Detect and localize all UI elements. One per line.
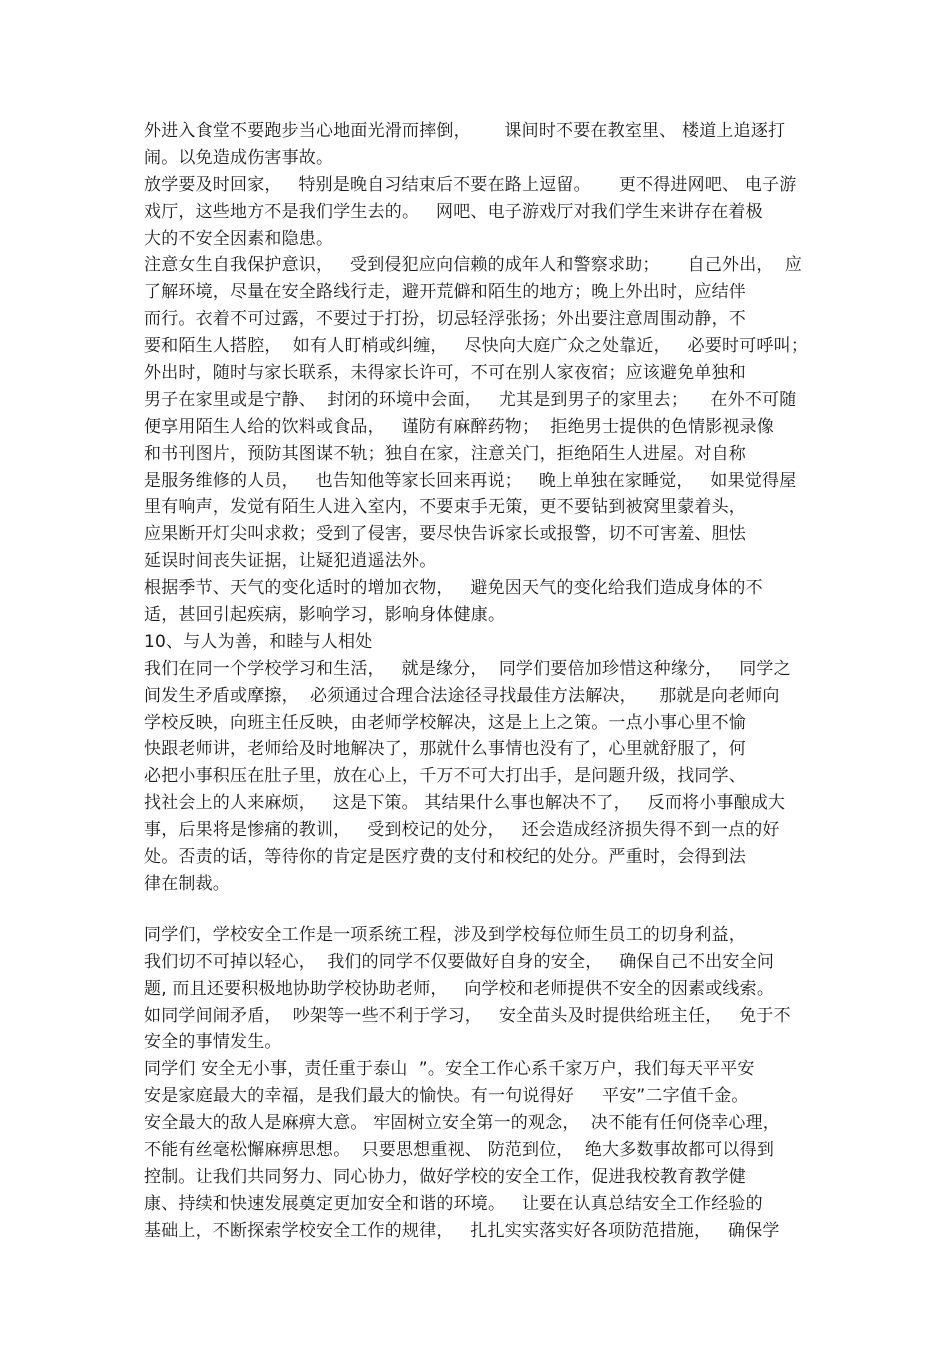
- text-line: 同学们，学校安全工作是一项系统工程，涉及到学校每位师生员工的切身利益，: [144, 924, 746, 945]
- text-line: 便享用陌生人给的饮料或食品， 谨防有麻醉药物； 拒绝男士提供的色情影视录像: [144, 416, 775, 437]
- text-line: 我们在同一个学校学习和生活， 就是缘分， 同学们要倍加珍惜这种缘分， 同学之: [144, 658, 791, 679]
- body-text: [144, 118, 824, 1245]
- text-line: 应果断开灯尖叫求救；受到了侵害，要尽快告诉家长或报警，切不可害羞、胆怯: [144, 524, 746, 545]
- text-line: 适，甚回引起疾病，影响学习，影响身体健康。: [144, 605, 506, 626]
- text-line: 放学要及时回家， 特别是晚自习结束后不要在路上逗留。 更不得进网吧、 电子游: [144, 174, 797, 195]
- text-line: 安全的事情发生。: [144, 1032, 282, 1053]
- text-line: 延误时间丧失证据，让疑犯逍遥法外。: [144, 551, 437, 572]
- text-line: 康、持续和快速发展奠定更加安全和谐的环境。 让要在认真总结安全工作经验的: [144, 1193, 763, 1214]
- text-line: 要和陌生人搭腔， 如有人盯梢或纠缠， 尽快向大庭广众之处靠近， 必要时可呼叫；: [144, 336, 809, 357]
- text-line: 外出时，随时与家长联系，未得家长许可，不可在别人家夜宿；应该避免单独和: [144, 363, 746, 384]
- text-line: 找社会上的人来麻烦， 这是下策。 其结果什么事也解决不了， 反而将小事酿成大: [144, 793, 786, 814]
- text-line: 外进入食堂不要跑步当心地面光滑而摔倒， 课间时不要在教室里、 楼道上追逐打: [144, 121, 786, 141]
- text-line: 同学们 安全无小事，责任重于泰山 ”。安全工作心系千家万户，我们每天平平安: [144, 1059, 755, 1080]
- text-line: 律在制裁。: [144, 873, 230, 894]
- text-line: 处。否责的话，等待你的肯定是医疗费的支付和校纪的处分。严重时，会得到法: [144, 847, 746, 868]
- text-line: 题, 而且还要积极地协助学校协助老师， 向学校和老师提供不安全的因素或线索。: [144, 978, 775, 999]
- text-line: 事，后果将是惨痛的教训， 受到校记的处分， 还会造成经济损失得不到一点的好: [144, 820, 780, 841]
- text-line: 根据季节、天气的变化适时的增加衣物， 避免因天气的变化给我们造成身体的不: [144, 578, 763, 599]
- text-line: 基础上，不断探索学校安全工作的规律， 扎扎实实落实好各项防范措施， 确保学: [144, 1220, 780, 1241]
- text-line: 安全最大的敌人是麻痹大意。 牢固树立安全第一的观念， 决不能有任何侥幸心理，: [144, 1113, 781, 1134]
- text-line: 必把小事积压在肚子里，放在心上，千万不可大打出手，是问题升级，找同学、: [144, 766, 746, 787]
- text-line: 闹。以免造成伤害事故。: [144, 147, 334, 168]
- text-line: 10、与人为善，和睦与人相处: [144, 631, 373, 652]
- text-line: 控制。让我们共同努力、同心协力，做好学校的安全工作，促进我校教育教学健: [144, 1166, 746, 1187]
- text-line: 而行。衣着不可过露，不要过于打扮，切忌轻浮张扬；外出要注意周围动静，不: [144, 309, 746, 330]
- text-line: 里有响声，发觉有陌生人进入室内，不要束手无策，更不要钻到被窝里蒙着头，: [144, 497, 746, 518]
- text-line: 如同学间闹矛盾， 吵架等一些不利于学习， 安全苗头及时提供给班主任， 免于不: [144, 1005, 791, 1026]
- text-line: 注意女生自我保护意识， 受到侵犯应向信赖的成年人和警察求助； 自己外出， 应: [144, 255, 803, 276]
- text-line: 学校反映，向班主任反映，由老师学校解决，这是上上之策。一点小事心里不愉: [144, 712, 746, 733]
- text-line: 男子在家里或是宁静、 封闭的环境中会面， 尤其是到男子的家里去； 在外不可随: [144, 389, 797, 410]
- text-line: 安是家庭最大的幸福，是我们最大的愉快。有一句说得好 平安”二字值千金。: [144, 1086, 749, 1107]
- text-line: 大的不安全因素和隐患。: [144, 228, 334, 249]
- text-line: 了解环境，尽量在安全路线行走，避开荒僻和陌生的地方；晚上外出时，应结伴: [144, 282, 746, 303]
- text-line: 快跟老师讲，老师给及时地解决了，那就什么事情也没有了，心里就舒服了，何: [144, 739, 746, 760]
- text-line: 间发生矛盾或摩擦， 必须通过合理合法途径寻找最佳方法解决， 那就是向老师向: [144, 685, 780, 706]
- text-line: 不能有丝毫松懈麻痹思想。 只要思想重视、 防范到位， 绝大多数事故都可以得到: [144, 1139, 775, 1160]
- blank-line: [144, 898, 824, 922]
- text-line: 和书刊图片，预防其图谋不轨；独自在家，注意关门，拒绝陌生人进屋。对自称: [144, 443, 746, 464]
- text-line: 戏厅，这些地方不是我们学生去的。 网吧、电子游戏厅对我们学生来讲存在着极: [144, 201, 763, 222]
- text-line: 我们切不可掉以轻心， 我们的同学不仅要做好自身的安全， 确保自己不出安全问: [144, 951, 775, 972]
- text-line: 是服务维修的人员， 也告知他等家长回来再说； 晚上单独在家睡觉， 如果觉得屋: [144, 470, 797, 491]
